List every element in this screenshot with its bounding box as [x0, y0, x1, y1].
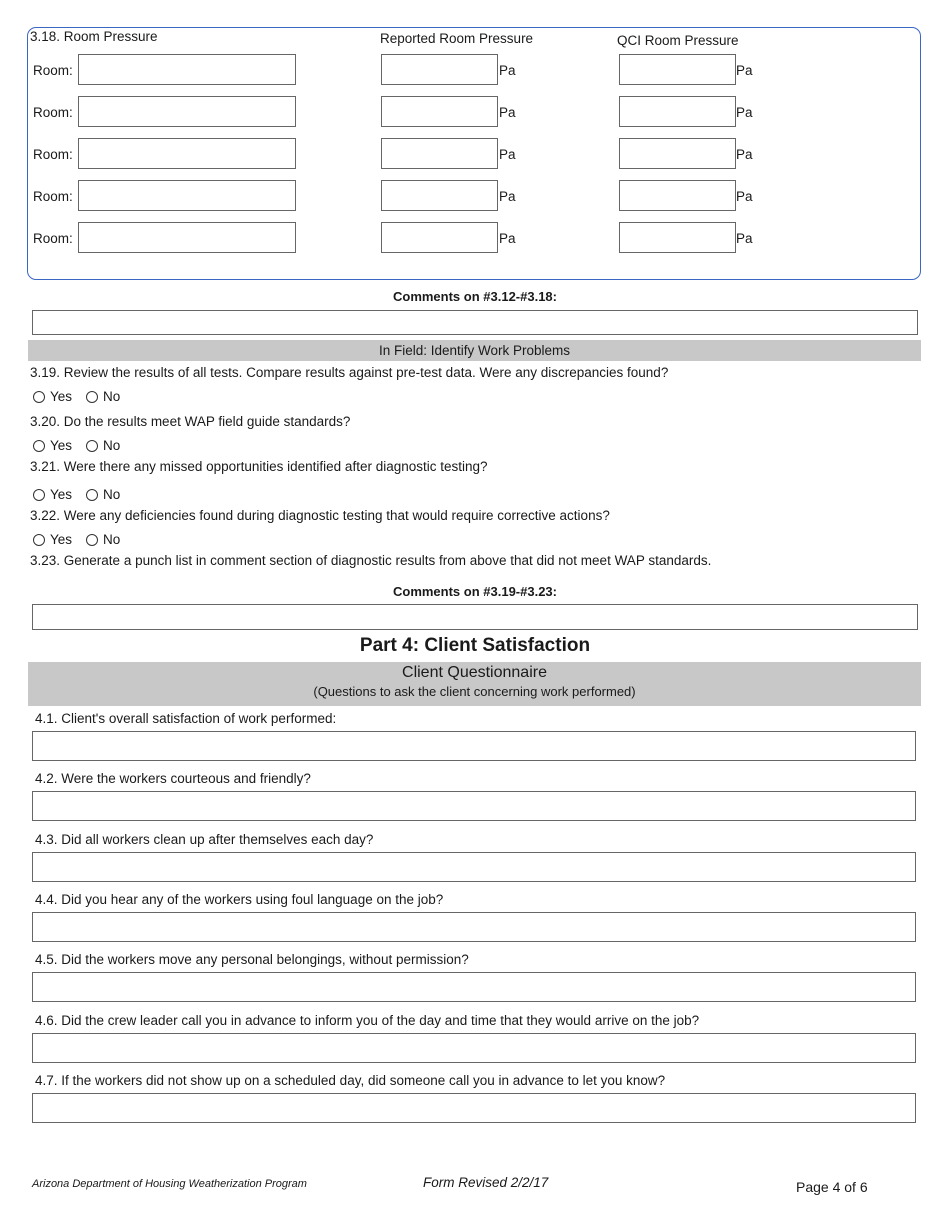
no-label: No — [103, 389, 121, 404]
question-3-22: 3.22. Were any deficiencies found during diagnostic testing that would require corrective actions? — [30, 508, 610, 523]
questionnaire-subtitle: (Questions to ask the client concerning work performed) — [313, 684, 636, 699]
room-label: Room: — [33, 231, 73, 246]
qci-pressure-input[interactable] — [619, 54, 736, 85]
answer-4-4-input[interactable] — [32, 912, 916, 942]
room-name-input[interactable] — [78, 180, 296, 211]
yes-radio[interactable] — [33, 489, 45, 501]
question-3-19: 3.19. Review the results of all tests. Compare results against pre-test data. Were any discrepancies found? — [30, 365, 669, 380]
comments-319-323-label: Comments on #3.19-#3.23: — [392, 584, 557, 599]
unit-label: Pa — [736, 147, 753, 162]
reported-pressure-header: Reported Room Pressure — [380, 31, 534, 46]
answer-4-6-input[interactable] — [32, 1033, 916, 1063]
unit-label: Pa — [499, 231, 516, 246]
no-radio[interactable] — [86, 534, 98, 546]
reported-pressure-input[interactable] — [381, 180, 498, 211]
unit-label: Pa — [736, 63, 753, 78]
unit-label: Pa — [736, 189, 753, 204]
question-3-20: 3.20. Do the results meet WAP field guide standards? — [30, 414, 351, 429]
yes-label: Yes — [50, 389, 73, 404]
room-label: Room: — [33, 189, 73, 204]
comments-312-318-label: Comments on #3.12-#3.18: — [392, 289, 557, 304]
room-name-input[interactable] — [78, 54, 296, 85]
reported-pressure-input[interactable] — [381, 54, 498, 85]
answer-4-5-input[interactable] — [32, 972, 916, 1002]
in-field-header: In Field: Identify Work Problems — [28, 340, 921, 361]
question-4-4: 4.4. Did you hear any of the workers using foul language on the job? — [35, 892, 444, 907]
no-label: No — [103, 438, 121, 453]
question-3-23: 3.23. Generate a punch list in comment section of diagnostic results from above that did not meet WAP standards. — [30, 553, 712, 568]
no-label: No — [103, 532, 121, 547]
client-questionnaire-header — [28, 662, 921, 706]
yes-label: Yes — [50, 487, 73, 502]
yes-label: Yes — [50, 438, 73, 453]
question-4-5: 4.5. Did the workers move any personal belongings, without permission? — [35, 952, 469, 967]
unit-label: Pa — [499, 147, 516, 162]
part4-title: Part 4: Client Satisfaction — [359, 635, 591, 656]
answer-4-3-input[interactable] — [32, 852, 916, 882]
question-4-3: 4.3. Did all workers clean up after themselves each day? — [35, 832, 374, 847]
no-radio[interactable] — [86, 391, 98, 403]
question-4-2: 4.2. Were the workers courteous and friendly? — [35, 771, 311, 786]
comments-312-318-input[interactable] — [32, 310, 918, 335]
question-4-7: 4.7. If the workers did not show up on a scheduled day, did someone call you in advance to let you know? — [35, 1073, 666, 1088]
unit-label: Pa — [736, 105, 753, 120]
unit-label: Pa — [499, 189, 516, 204]
question-3-21: 3.21. Were there any missed opportunities identified after diagnostic testing? — [30, 459, 488, 474]
answer-4-2-input[interactable] — [32, 791, 916, 821]
room-pressure-title: 3.18. Room Pressure — [30, 29, 158, 44]
answer-4-7-input[interactable] — [32, 1093, 916, 1123]
qci-pressure-input[interactable] — [619, 138, 736, 169]
questionnaire-title: Client Questionnaire — [402, 664, 547, 681]
reported-pressure-input[interactable] — [381, 138, 498, 169]
yes-radio[interactable] — [33, 440, 45, 452]
no-radio[interactable] — [86, 489, 98, 501]
footer-organization: Arizona Department of Housing Weatherization Program — [32, 1178, 307, 1190]
footer-form-revised: Form Revised 2/2/17 — [423, 1175, 549, 1190]
qci-pressure-input[interactable] — [619, 96, 736, 127]
room-name-input[interactable] — [78, 222, 296, 253]
yes-radio[interactable] — [33, 391, 45, 403]
room-label: Room: — [33, 105, 73, 120]
qci-pressure-header: QCI Room Pressure — [617, 33, 739, 48]
question-4-1: 4.1. Client's overall satisfaction of work performed: — [35, 711, 337, 726]
footer-page-number: Page 4 of 6 — [796, 1179, 868, 1195]
reported-pressure-input[interactable] — [381, 96, 498, 127]
yes-radio[interactable] — [33, 534, 45, 546]
room-name-input[interactable] — [78, 138, 296, 169]
answer-4-1-input[interactable] — [32, 731, 916, 761]
reported-pressure-input[interactable] — [381, 222, 498, 253]
comments-319-323-input[interactable] — [32, 604, 918, 630]
question-4-6: 4.6. Did the crew leader call you in advance to inform you of the day and time that they would arrive on the job? — [35, 1013, 700, 1028]
room-label: Room: — [33, 63, 73, 78]
no-radio[interactable] — [86, 440, 98, 452]
unit-label: Pa — [499, 105, 516, 120]
yes-label: Yes — [50, 532, 73, 547]
room-name-input[interactable] — [78, 96, 296, 127]
qci-pressure-input[interactable] — [619, 180, 736, 211]
no-label: No — [103, 487, 121, 502]
unit-label: Pa — [736, 231, 753, 246]
qci-pressure-input[interactable] — [619, 222, 736, 253]
room-label: Room: — [33, 147, 73, 162]
unit-label: Pa — [499, 63, 516, 78]
